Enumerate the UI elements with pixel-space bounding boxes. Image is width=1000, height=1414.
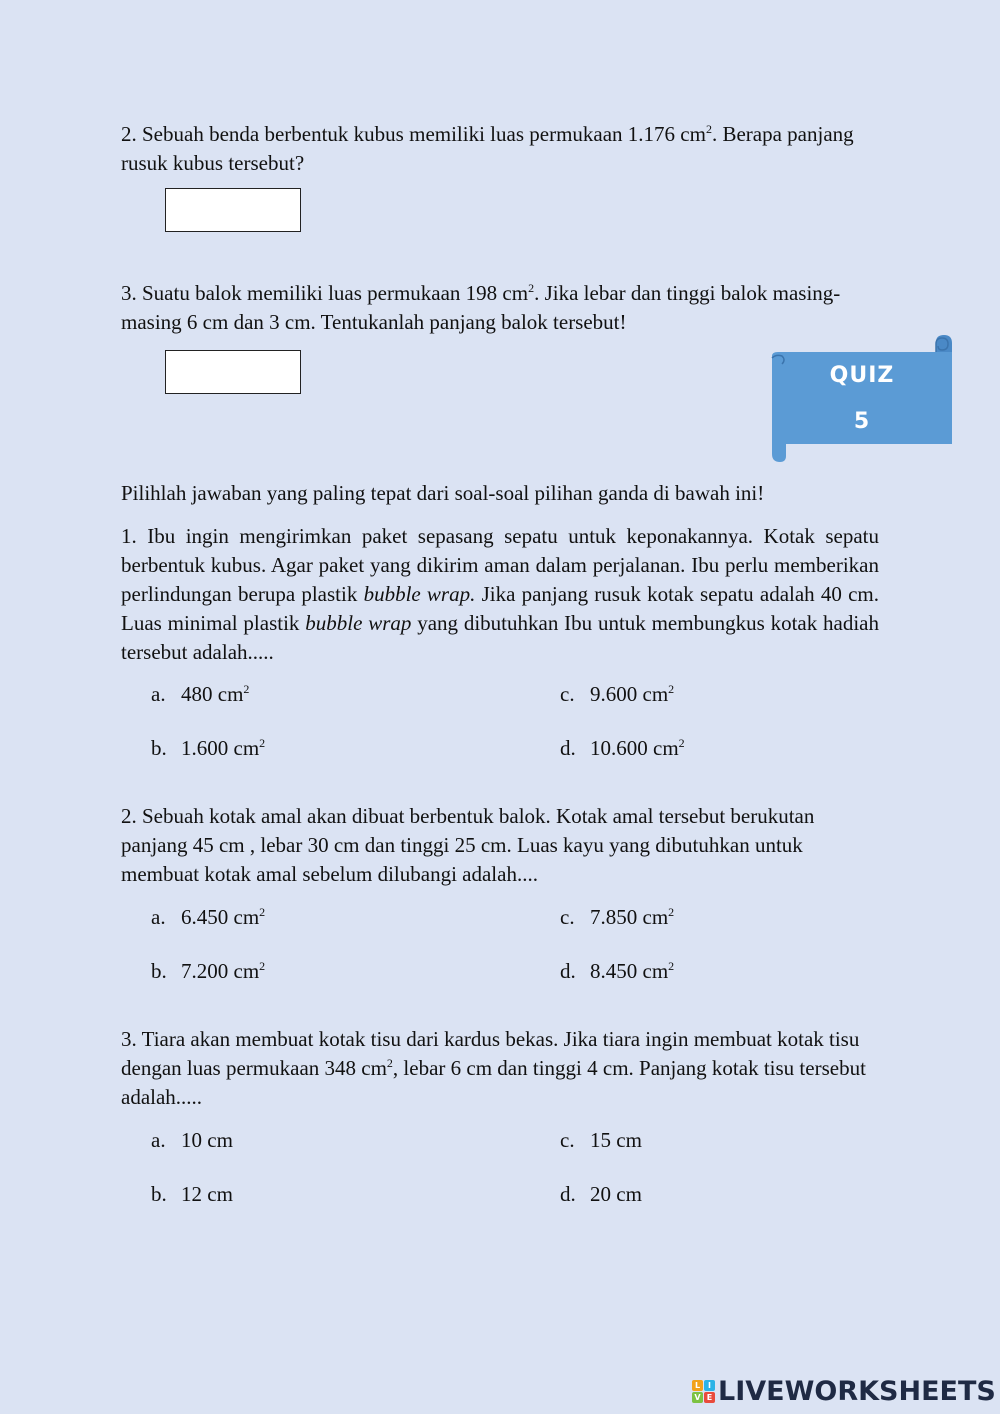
essay-question-2 xyxy=(121,120,881,178)
option-3a[interactable]: a. 10 cm xyxy=(151,1128,233,1152)
question-text: Jika panjang rusuk kotak sepatu adalah 40 cm. Luas minimal plastik xyxy=(121,582,879,635)
option-2b[interactable]: b. 7.200 $cm^2$ xyxy=(151,959,266,983)
quiz-banner xyxy=(768,332,956,464)
option-1b[interactable]: b. 1.600 $cm^2$ xyxy=(151,736,266,760)
logo-wordmark: LIVEWORKSHEETS xyxy=(718,1375,996,1407)
option-2d[interactable]: d. 8.450 $cm^2$ xyxy=(560,959,675,983)
question-text: 3. Suatu balok memiliki luas permukaan 198 cm xyxy=(121,281,529,305)
answer-input-essay-2[interactable] xyxy=(165,188,301,232)
option-1a[interactable]: a. 480 $cm^2$ xyxy=(151,682,250,706)
scroll-banner-shape xyxy=(768,332,956,464)
banner-title: QUIZ xyxy=(829,363,895,388)
essay-question-3 xyxy=(121,279,881,337)
question-italic: bubble wrap. xyxy=(363,582,476,606)
option-3d[interactable]: d. 20 cm xyxy=(560,1182,642,1206)
answer-input-essay-3[interactable] xyxy=(165,350,301,394)
superscript: 2 xyxy=(386,1056,393,1070)
option-2c[interactable]: c. 7.850 $cm^2$ xyxy=(560,905,675,929)
option-1d[interactable]: d. 10.600 $cm^2$ xyxy=(560,736,685,760)
logo-grid-icon: L I V E xyxy=(692,1380,715,1403)
question-text: 1. Ibu ingin mengirimkan paket sepasang sepatu untuk keponakannya. Kotak sepatu berbentuk kubus. Agar paket yang dikirim aman dalam perjalanan. Ibu perlu memberikan perlindungan berupa plastik xyxy=(121,524,879,606)
mc-question-3 xyxy=(121,1025,881,1112)
question-text: . Berapa panjang rusuk kubus tersebut? xyxy=(121,122,854,175)
question-text: 3. Tiara akan membuat kotak tisu dari kardus bekas. Jika tiara ingin membuat kotak tisu dengan luas permukaan 348 cm xyxy=(121,1027,860,1080)
option-3b[interactable]: b. 12 cm xyxy=(151,1182,233,1206)
question-text: 2. Sebuah benda berbentuk kubus memiliki luas permukaan 1.176 cm xyxy=(121,122,706,146)
mc-question-2: 2. Sebuah kotak amal akan dibuat berbentuk balok. Kotak amal tersebut berukutan panjang 45 cm , lebar 30 cm dan tinggi 25 cm. Luas kayu yang dibutuhkan untuk membuat kotak amal sebelum dilubangi adalah.... xyxy=(121,804,815,886)
option-3c[interactable]: c. 15 cm xyxy=(560,1128,642,1152)
superscript: 2 xyxy=(705,122,712,136)
question-italic: bubble wrap xyxy=(305,611,412,635)
banner-number: 5 xyxy=(853,409,871,434)
question-text: . Jika lebar dan tinggi balok masing-masing 6 cm dan 3 cm. Tentukanlah panjang balok tersebut! xyxy=(121,281,841,334)
instruction: Pilihlah jawaban yang paling tepat dari soal-soal pilihan ganda di bawah ini! xyxy=(121,481,765,505)
option-1c[interactable]: c. 9.600 $cm^2$ xyxy=(560,682,675,706)
liveworksheets-logo[interactable] xyxy=(692,1375,996,1407)
question-text: yang dibutuhkan Ibu untuk membungkus kotak hadiah tersebut adalah..... xyxy=(121,611,880,664)
question-text: , lebar 6 cm dan tinggi 4 cm. Panjang kotak tisu tersebut adalah..... xyxy=(121,1056,866,1109)
superscript: 2 xyxy=(528,281,535,295)
option-2a[interactable]: a. 6.450 $cm^2$ xyxy=(151,905,266,929)
mc-question-1 xyxy=(121,522,879,667)
